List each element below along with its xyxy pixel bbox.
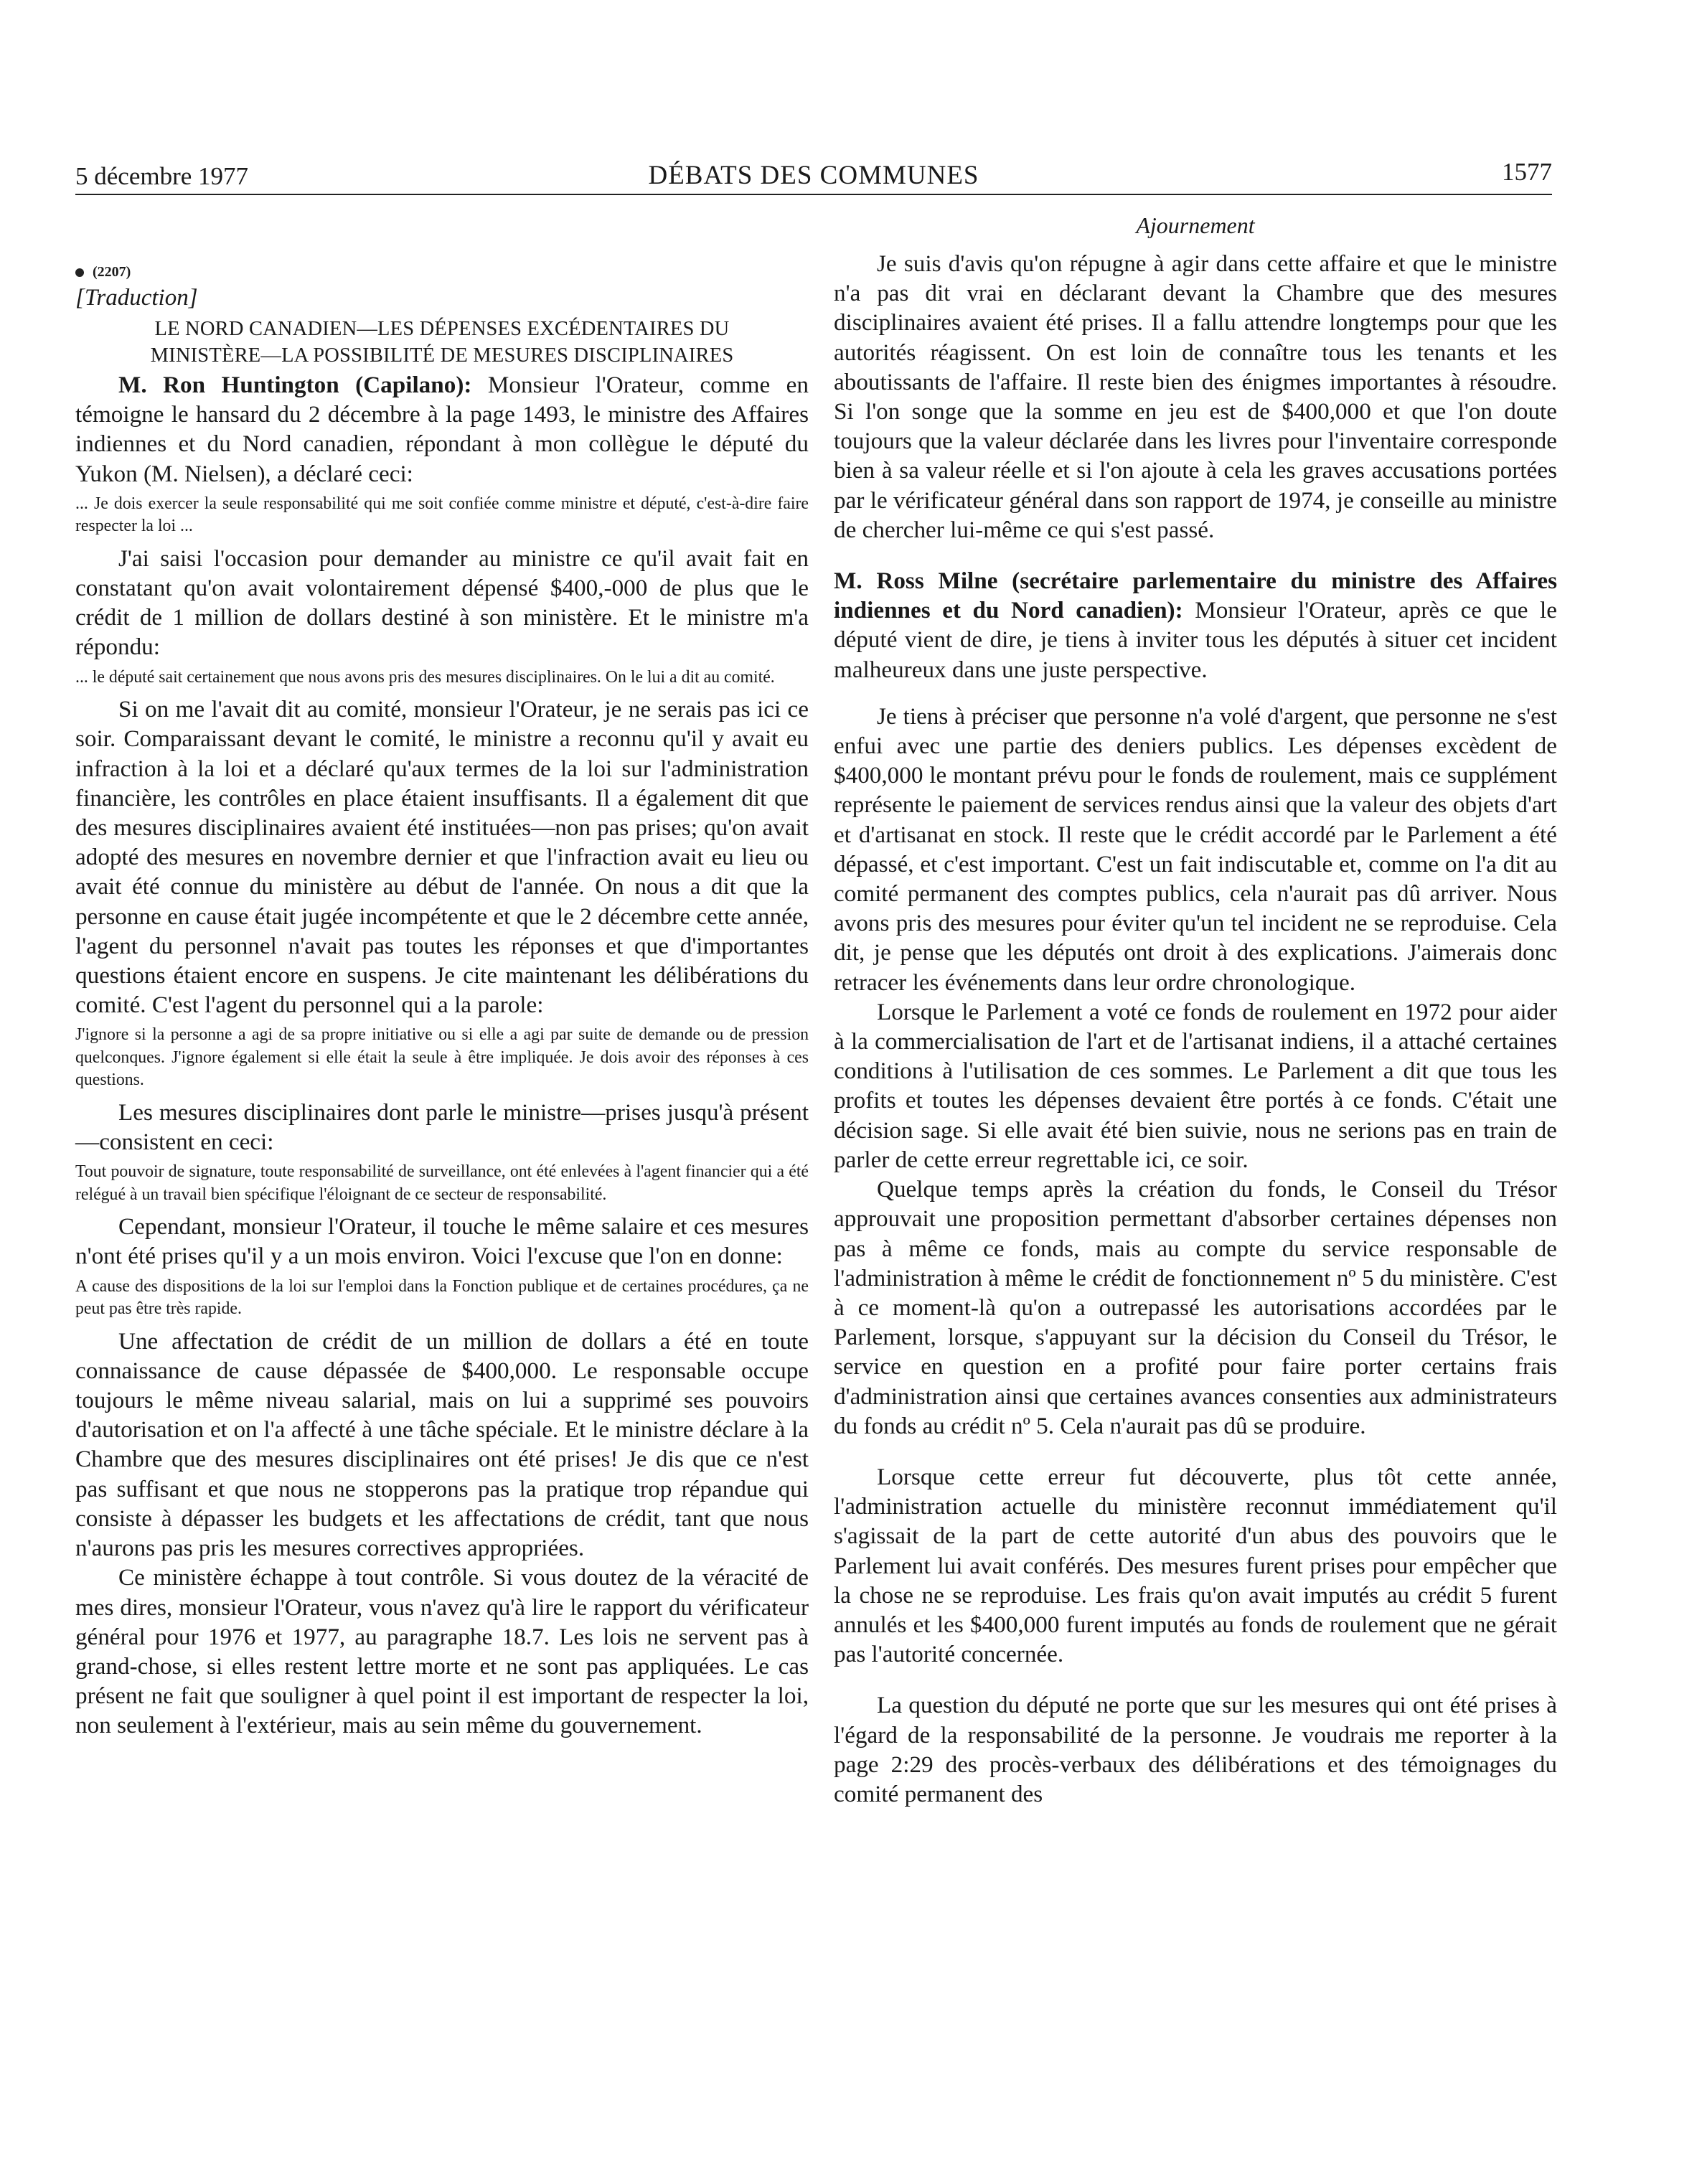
right-column xyxy=(834,212,1557,1809)
paragraph: Les mesures disciplinaires dont parle le ministre—prises jusqu'à présent—consistent en ceci: xyxy=(75,1098,809,1156)
quote: ... le député sait certainement que nous avons pris des mesures disciplinaires. On le lui a dit au comité. xyxy=(75,667,775,687)
header-date: 5 décembre 1977 xyxy=(75,162,249,190)
paragraph-text: Monsieur l'Orateur, comme en témoigne le hansard du 2 décembre à la page 1493, le ministre des Affaires indiennes et du Nord canadien, répondant à mon collègue le député du Yukon (M. Nielsen), a déclaré ceci: xyxy=(75,372,809,487)
timestamp-text: (2207) xyxy=(93,264,131,280)
paragraph: Ce ministère échappe à tout contrôle. Si vous doutez de la véracité de mes dires, monsieur l'Orateur, vous n'avez qu'à lire le rapport du vérificateur général pour 1976 et 1977, au paragraphe 18.7. Les lois ne servent pas à grand-chose, si elles restent lettre morte et ne sont pas appliquées. Le cas présent ne fait que souligner à quel point il est important de respecter la loi, non seulement à l'extérieur, mais au sein même du gouvernement. xyxy=(75,1564,809,1739)
paragraph: Je suis d'avis qu'on répugne à agir dans cette affaire et que le ministre n'a pas dit vrai en déclarant devant la Chambre que des mesures disciplinaires avaient été prises. Il a fallu attendre longtemps pour que les autorités réagissent. On est loin de connaître tous les tenants et les aboutissants de l'affaire. Il reste bien des énigmes importantes à résoudre. Si l'on songe que la somme en jeu est de $400,000 et que l'on doute toujours que la valeur déclarée dans les livres pour l'inventaire corresponde bien à sa valeur réelle et si l'on ajoute à cela les graves accusations portées par le vérificateur général dans son rapport de 1974, je conseille au ministre de chercher lui-même ce qui s'est passé. xyxy=(834,250,1557,543)
quote: ... Je dois exercer la seule responsabilité qui me soit confiée comme ministre et député, c'est-à-dire faire respecter la loi ... xyxy=(75,494,809,536)
paragraph xyxy=(75,370,809,489)
paragraph-text: Monsieur l'Orateur, après ce que le député vient de dire, je tiens à inviter tous les députés à situer cet incident malheureux dans une juste perspective. xyxy=(834,597,1558,683)
debate-heading-line2: MINISTÈRE—LA POSSIBILITÉ DE MESURES DISCIPLINAIRES xyxy=(150,344,734,367)
quote: J'ignore si la personne a agi de sa propre initiative ou si elle a agi par suite de demande ou de pression quelconques. J'ignore également si elle était la seule à être impliquée. Je dois avoir des réponses à ces questions. xyxy=(75,1025,809,1090)
translation-tag: [Traduction] xyxy=(75,285,198,311)
section-title: Ajournement xyxy=(1136,212,1255,238)
paragraph: Si on me l'avait dit au comité, monsieur l'Orateur, je ne serais pas ici ce soir. Comparaissant devant le comité, le ministre a reconnu qu'il y avait eu infraction à la loi et a déclaré qu'aux termes de la loi sur l'administration financière, les contrôles en place étaient insuffisants. Il a également dit que des mesures disciplinaires avaient été instituées—non pas prises; qu'on avait adopté des mesures en novembre dernier et que l'infraction avait eu lieu ou avait été connue du ministère au début de l'année. On nous a dit que la personne en cause était jugée incompétente et que le 2 décembre cette année, l'agent du personnel n'avait pas toutes les réponses et que d'importantes questions étaient encore en suspens. Je cite maintenant les délibérations du comité. C'est l'agent du personnel qui a la parole: xyxy=(75,696,809,1019)
speaker-name: M. Ron Huntington (Capilano): xyxy=(118,372,472,398)
page-header xyxy=(75,156,1552,195)
paragraph: Lorsque le Parlement a voté ce fonds de roulement en 1972 pour aider à la commercialisation de l'art et de l'artisanat indiens, il a attaché certaines conditions à l'utilisation de ces sommes. Le Parlement a dit que tous les profits et toutes les dépenses devaient être portés à ce fonds. C'était une décision sage. Si elle avait été bien suivie, nous ne serions pas en train de parler de cette erreur regrettable ici, ce soir. xyxy=(834,998,1557,1173)
paragraph: Lorsque cette erreur fut découverte, plus tôt cette année, l'administration actuelle du ministère reconnut immédiatement qu'il s'agissait de la part de cette autorité d'un abus des pouvoirs que le Parlement lui avait conférés. Des mesures furent prises pour empêcher que la chose ne se reproduise. Les frais qu'on avait imputés au crédit 5 furent annulés et les $400,000 furent imputés au fonds de roulement que ne gérait pas l'autorité concernée. xyxy=(834,1463,1557,1668)
quote: A cause des dispositions de la loi sur l'emploi dans la Fonction publique et de certaines procédures, ça ne peut pas être très rapide. xyxy=(75,1276,809,1319)
paragraph: Une affectation de crédit de un million de dollars a été en toute connaissance de cause dépassée de $400,000. Le responsable occupe toujours le même niveau salarial, mais on lui a supprimé ses pouvoirs d'autorisation et on l'a affecté à une tâche spéciale. Et le ministre déclare à la Chambre que des mesures disciplinaires ont été prises! Je dis que ce n'est pas suffisant et que nous ne stopperons pas la pratique trop répandue qui consiste à dépasser les budgets et les affectations de crédit, tant que nous n'aurons pas pris les mesures correctives appropriées. xyxy=(75,1327,809,1562)
header-title: DÉBATS DES COMMUNES xyxy=(648,161,979,190)
paragraph: La question du député ne porte que sur les mesures qui ont été prises à l'égard de la responsabilité de la personne. Je voudrais me reporter à la page 2:29 des procès-verbaux des délibérations et des témoignages du comité permanent des xyxy=(834,1692,1557,1807)
paragraph: J'ai saisi l'occasion pour demander au ministre ce qu'il avait fait en constatant qu'on avait volontairement dépensé $400,-000 de plus que le crédit de 1 million de dollars destiné à son ministère. Et le ministre m'a répondu: xyxy=(75,545,809,661)
bullet-icon xyxy=(75,268,84,277)
paragraph: Cependant, monsieur l'Orateur, il touche le même salaire et ces mesures n'ont été prises qu'il y a un mois environ. Voici l'excuse que l'on en donne: xyxy=(75,1213,809,1270)
debate-heading-line1: LE NORD CANADIEN—LES DÉPENSES EXCÉDENTAIRES DU xyxy=(154,318,730,340)
header-page-number: 1577 xyxy=(1502,158,1552,186)
speaker-name: M. Ross Milne (secrétaire parlementaire du ministre des Affaires indiennes et du Nord canadien): xyxy=(834,568,1557,624)
paragraph xyxy=(834,566,1557,684)
paragraph: Je tiens à préciser que personne n'a volé d'argent, que personne ne s'est enfui avec une partie des deniers publics. Les dépenses excèdent de $400,000 le montant prévu pour le fonds de roulement, mais ce supplément représente le paiement de services rendus ainsi que la valeur des objets d'art et d'artisanat en stock. Il reste que le crédit accordé par le Parlement a été dépassé, et c'est important. C'est un fait indiscutable et, comme on l'a dit au comité permanent des comptes publics, cela n'aurait pas dû arriver. Nous avons pris des mesures pour éviter qu'un tel incident ne se reproduise. Cela dit, je pense que les députés ont droit à des explications. J'aimerais donc retracer les événements dans leur ordre chronologique. xyxy=(834,702,1557,996)
paragraph: Quelque temps après la création du fonds, le Conseil du Trésor approuvait une proposition permettant d'absorber certaines dépenses non pas à même ce fonds, mais au compte du service responsable de l'administration à même le crédit de fonctionnement nº 5 du ministère. C'est à ce moment-là qu'on a outrepassé les autorisations accordées par le Parlement, lorsque, s'appuyant sur la décision du Conseil du Trésor, le service en question en a profité pour faire porter certains frais d'administration ainsi que certaines avances consenties aux administrateurs du fonds au crédit nº 5. Cela n'aurait pas dû se produire. xyxy=(834,1176,1557,1439)
timestamp xyxy=(75,264,809,281)
left-column xyxy=(75,212,809,1741)
quote: Tout pouvoir de signature, toute responsabilité de surveillance, ont été enlevées à l'agent financier qui a été relégué à un travail bien spécifique l'éloignant de ce secteur de responsabilité. xyxy=(75,1162,809,1204)
